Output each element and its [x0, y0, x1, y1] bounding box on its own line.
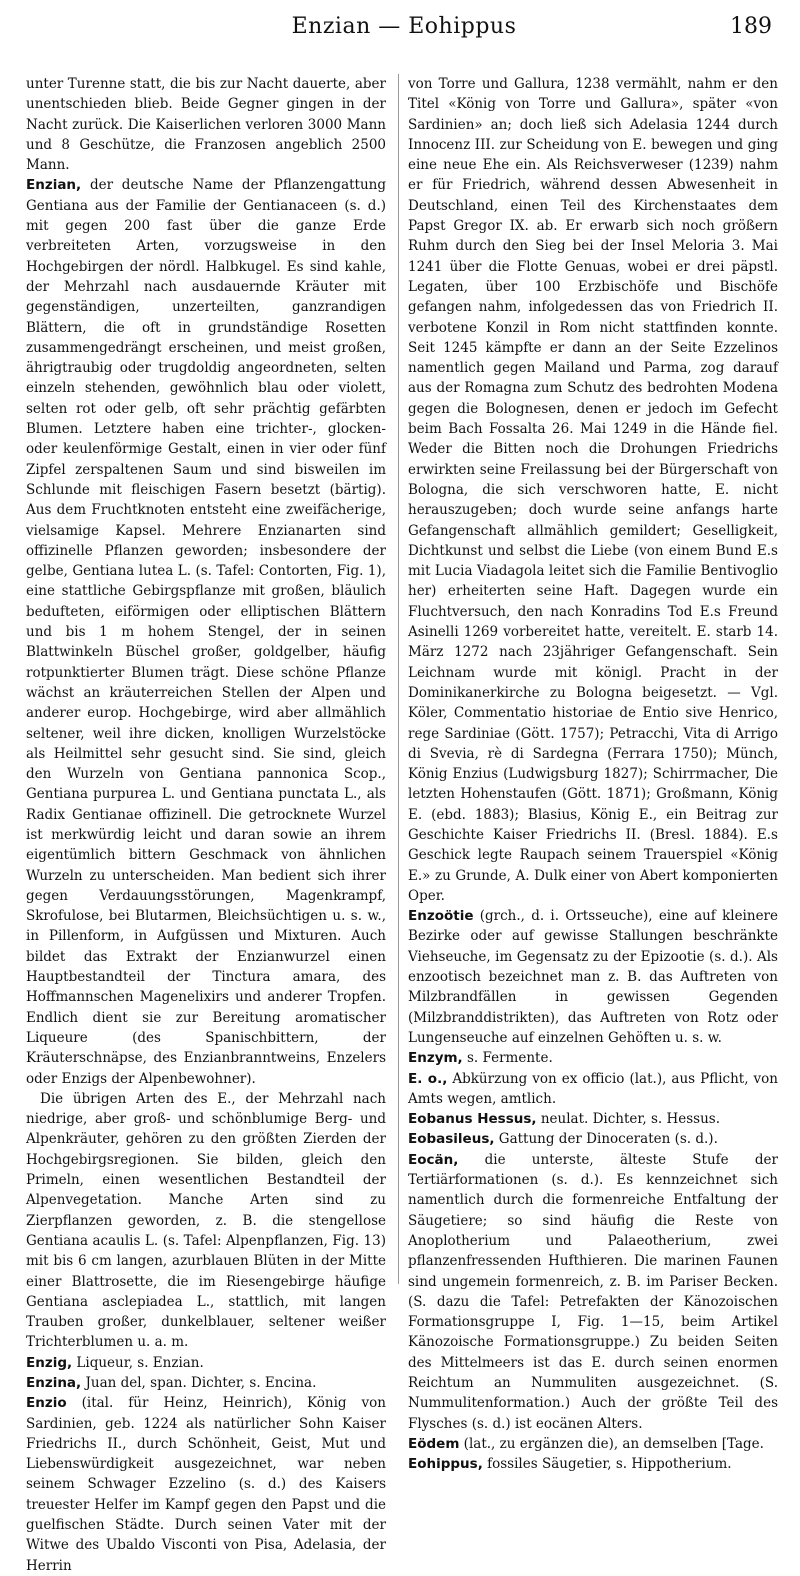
page-header	[28, 12, 780, 52]
running-title: Enzian — Eohippus	[291, 14, 517, 39]
dictionary-entry	[408, 74, 778, 906]
entry-headword: Eödem	[408, 1435, 460, 1452]
dictionary-entry	[408, 906, 778, 1048]
dictionary-entry	[408, 1109, 778, 1129]
entry-text: von Torre und Gallura, 1238 vermählt, nahm er den Titel «König von Torre und Gallura», später «von Sardinien» an; doch ließ sich Adelasia 1244 durch Innocenz III. zur Scheidung von E. bewegen und ging eine neue Ehe ein. Als Reichsverweser (1239) nahm er für Friedrich, während dessen Abwesenheit in Deutschland, einen Teil des Kirchenstaates dem Papst Gregor IX. ab. Er erwarb sich noch größern Ruhm durch den Sieg bei der Insel Meloria 3. Mai 1241 über die Flotte Genuas, wobei er drei päpstl. Legaten, über 100 Erzbischöfe und Bischöfe gefangen nahm, infolgedessen das von Friedrich II. verbotene Konzil in Rom nicht stattfinden konnte. Seit 1245 kämpfte er dann an der Seite Ezzelinos namentlich gegen Mailand und Parma, zog darauf aus der Romagna zum Schutz des bedrohten Modena gegen die Bolognesen, denen er jedoch im Gefecht beim Bach Fossalta 26. Mai 1249 in die Hände fiel. Weder die Bitten noch die Drohungen Friedrichs erwirkten seine Freilassung bei der Bürgerschaft von Bologna, die sich verschworen hatte, E. nicht herauszugeben; doch wurde seine anfangs harte Gefangenschaft allmählich gemildert; Geselligkeit, Dichtkunst und selbst die Liebe (von einem Bund E.s mit Lucia Viadagola leitet sich die Familie Bentivoglio her) erheiterten seine Haft. Dagegen wurde ein Fluchtversuch, den nach Konradins Tod E.s Freund Asinelli 1269 vorbereitet hatte, vereitelt. E. starb 14. März 1272 nach 23jähriger Gefangenschaft. Sein Leichnam wurde mit königl. Pracht in der Dominikanerkirche zu Bologna beigesetzt. — Vgl. Köler, Commentatio historiae de Entio sive Henrico, rege Sardiniae (Gött. 1757); Petracchi, Vita di Arrigo di Svevia, rè di Sardegna (Ferrara 1750); Münch, König Enzius (Ludwigsburg 1827); Schirrmacher, Die letzten Hohenstaufen (Gött. 1871); Großmann, König E. (ebd. 1883); Blasius, König E., ein Beitrag zur Geschichte Kaiser Friedrichs II. (Bresl. 1884). E.s Geschick legte Raupach seinem Trauerspiel «König E.» zu Grunde, A. Dulk einer von Abert komponierten Oper.	[408, 76, 778, 904]
entry-headword: Eocän,	[408, 1151, 459, 1168]
entry-headword: Enzym,	[408, 1050, 463, 1067]
entry-text: Liqueur, s. Enzian.	[72, 1354, 204, 1371]
text-columns	[26, 74, 778, 1574]
entry-headword: Enzina,	[26, 1375, 82, 1391]
dictionary-entry	[408, 1129, 778, 1149]
entry-headword: E. o.,	[408, 1070, 448, 1087]
entry-headword: Enzoötie	[408, 908, 474, 925]
entry-text: der deutsche Name der Pflanzengattung Gentiana aus der Familie der Gentianaceen (s. d.) mit gegen 200 fast über die ganze Erde verbreiteten Arten, vorzugsweise in den Hochgebirgen der nördl. Halbkugel. Es sind kahle, der Mehrzahl nach ausdauernde Kräuter mit gegenständigen, unzerteilten, ganzrandigen Blättern, die oft in grundständige Rosetten zusammengedrängt erscheinen, und meist großen, ährigtraubig oder trugdoldig angeordneten, selten einzeln stehenden, gewöhnlich blau oder violett, selten rot oder gelb, oft sehr prächtig gefärbten Blumen. Letztere haben eine trichter-, glocken- oder keulenförmige Gestalt, einen in vier oder fünf Zipfel zerspaltenen Saum und sind bisweilen im Schlunde mit fleischigen Fasern besetzt (bärtig). Aus dem Fruchtknoten entsteht eine zweifächerige, vielsamige Kapsel. Mehrere Enzianarten sind offizinelle Pflanzen geworden; insbesondere der gelbe, Gentiana lutea L. (s. Tafel: Contorten, Fig. 1), eine stattliche Gebirgspflanze mit großen, bläulich bedufteten, eiförmigen oder elliptischen Blättern und bis 1 m hohem Stengel, der in seinen Blattwinkeln Büschel großer, goldgelber, häufig rotpunktierter Blumen trägt. Diese schöne Pflanze wächst an kräuterreichen Stellen der Alpen und anderer europ. Hochgebirge, wird aber allmählich seltener, weil ihre dicken, knolligen Wurzelstöcke als Heilmittel sehr gesucht sind. Sie sind, gleich den Wurzeln von Gentiana pannonica Scop., Gentiana purpurea L. und Gentiana punctata L., als Radix Gentianae offizinell. Die getrocknete Wurzel ist merkwürdig leicht und daran sowie an ihrem eigentümlich bittern Geschmack von ähnlichen Wurzeln zu unterscheiden. Man bedient sich ihrer gegen Verdauungsstörungen, Magenkrampf, Skrofulose, bei Blutarmen, Bleichsüchtigen u. s. w., in Pillenform, in Aufgüssen und Mixturen. Auch bildet das Extrakt der Enzianwurzel einen Hauptbestandteil der Tinctura amara, des Hoffmannschen Magenelixirs und anderer Tropfen. Endlich dient sie zur Bereitung aromatischer Liqueure (des Spanischbittern, der Kräuterschnäpse, des Enzianbranntweins, Enzelers oder Enzigs der Alpenbewohner).	[26, 177, 386, 1087]
dictionary-entry	[26, 1373, 386, 1393]
entry-text: Die übrigen Arten des E., der Mehrzahl nach niedrige, aber groß- und schönblumige Berg- und Alpenkräuter, gehören zu den größten Zierden der Hochgebirgsregionen. Sie bilden, gleich den Primeln, einen wesentlichen Bestandteil der Alpenvegetation. Manche Arten sind zu Zierpflanzen geworden, z. B. die stengellose Gentiana acaulis L. (s. Tafel: Alpenpflanzen, Fig. 13) mit bis 6 cm langen, azurblauen Blüten in der Mitte einer Blattrosette, die im Riesengebirge häufige Gentiana asclepiadea L., stattlich, mit langen Trauben großer, dunkelblauer, seltener weißer Trichterblumen u. a. m.	[26, 1090, 386, 1351]
page-number: 189	[730, 14, 772, 39]
dictionary-entry	[408, 1048, 778, 1068]
dictionary-entry	[26, 1393, 386, 1576]
entry-text: Juan del, span. Dichter, s. Encina.	[81, 1375, 317, 1391]
dictionary-entry	[26, 1353, 386, 1373]
entry-text: (grch., d. i. Ortsseuche), eine auf kleinere Bezirke oder auf gewisse Stallungen beschränkte Viehseuche, im Gegensatz zu der Epizootie (s. d.). Als enzootisch bezeichnet man z. B. das Auftreten von Milzbrandfällen in gewissen Gegenden (Milzbranddistrikten), das Auftreten von Rotz oder Lungenseuche auf einzelnen Gehöften u. s. w.	[408, 908, 778, 1046]
dictionary-entry	[26, 175, 386, 1088]
entry-text: (lat., zu ergänzen die), an demselben [Tage.	[459, 1435, 764, 1452]
entry-text: Gattung der Dinoceraten (s. d.).	[494, 1131, 718, 1148]
entry-headword: Eobasileus,	[408, 1131, 495, 1148]
entry-headword: Eohippus,	[408, 1456, 483, 1473]
entry-headword: Enzian,	[26, 177, 82, 194]
left-column	[26, 74, 386, 1574]
entry-headword: Eobanus Hessus,	[408, 1111, 537, 1128]
entry-text: fossiles Säugetier, s. Hippotherium.	[482, 1456, 732, 1473]
dictionary-entry	[408, 1150, 778, 1434]
entry-text: (ital. für Heinz, Heinrich), König von Sardinien, geb. 1224 als natürlicher Sohn Kaiser Friedrichs II., durch Schönheit, Geist, Mut und Liebenswürdigkeit ausgezeichnet, war neben seinem Schwager Ezzelino (s. d.) des Kaisers treuester Helfer im Kampf gegen den Papst und die guelfischen Städte. Durch seinen Vater mit der Witwe des Ubaldo Visconti von Pisa, Adelasia, der Herrin	[26, 1395, 386, 1574]
dictionary-entry	[408, 1069, 778, 1110]
right-column	[408, 74, 778, 1473]
entry-headword: Enzig,	[26, 1354, 73, 1371]
entry-text: die unterste, älteste Stufe der Tertiärformationen (s. d.). Es kennzeichnet sich namentlich durch die formenreiche Entfaltung der Säugetiere; so sind häufig die Reste von Anoplotherium und Palaeotherium, zwei pflanzenfressenden Hufthieren. Die marinen Faunen sind ungemein formenreich, z. B. im Pariser Becken. (S. dazu die Tafel: Petrefakten der Känozoischen Formationsgruppe I, Fig. 1—15, beim Artikel Känozoische Formationsgruppe.) Zu beiden Seiten des Mittelmeers ist das E. durch seinen enormen Reichtum an Nummuliten ausgezeichnet. (S. Nummulitenformation.) Auch der größte Teil des Flysches (s. d.) ist eocänen Alters.	[408, 1151, 778, 1432]
dictionary-entry	[26, 74, 386, 175]
entry-text: unter Turenne statt, die bis zur Nacht dauerte, aber unentschieden blieb. Beide Gegner gingen in der Nacht zurück. Die Kaiserlichen verloren 3000 Mann und 8 Geschütze, die Franzosen angeblich 2500 Mann.	[26, 76, 386, 174]
dictionary-entry	[408, 1434, 778, 1454]
entry-text: Abkürzung von ex officio (lat.), aus Pflicht, von Amts wegen, amtlich.	[408, 1070, 778, 1107]
entry-text: s. Fermente.	[462, 1050, 553, 1067]
dictionary-entry	[408, 1454, 778, 1474]
dictionary-entry	[26, 1089, 386, 1353]
entry-headword: Enzio	[26, 1395, 67, 1412]
entry-text: neulat. Dichter, s. Hessus.	[536, 1111, 720, 1128]
